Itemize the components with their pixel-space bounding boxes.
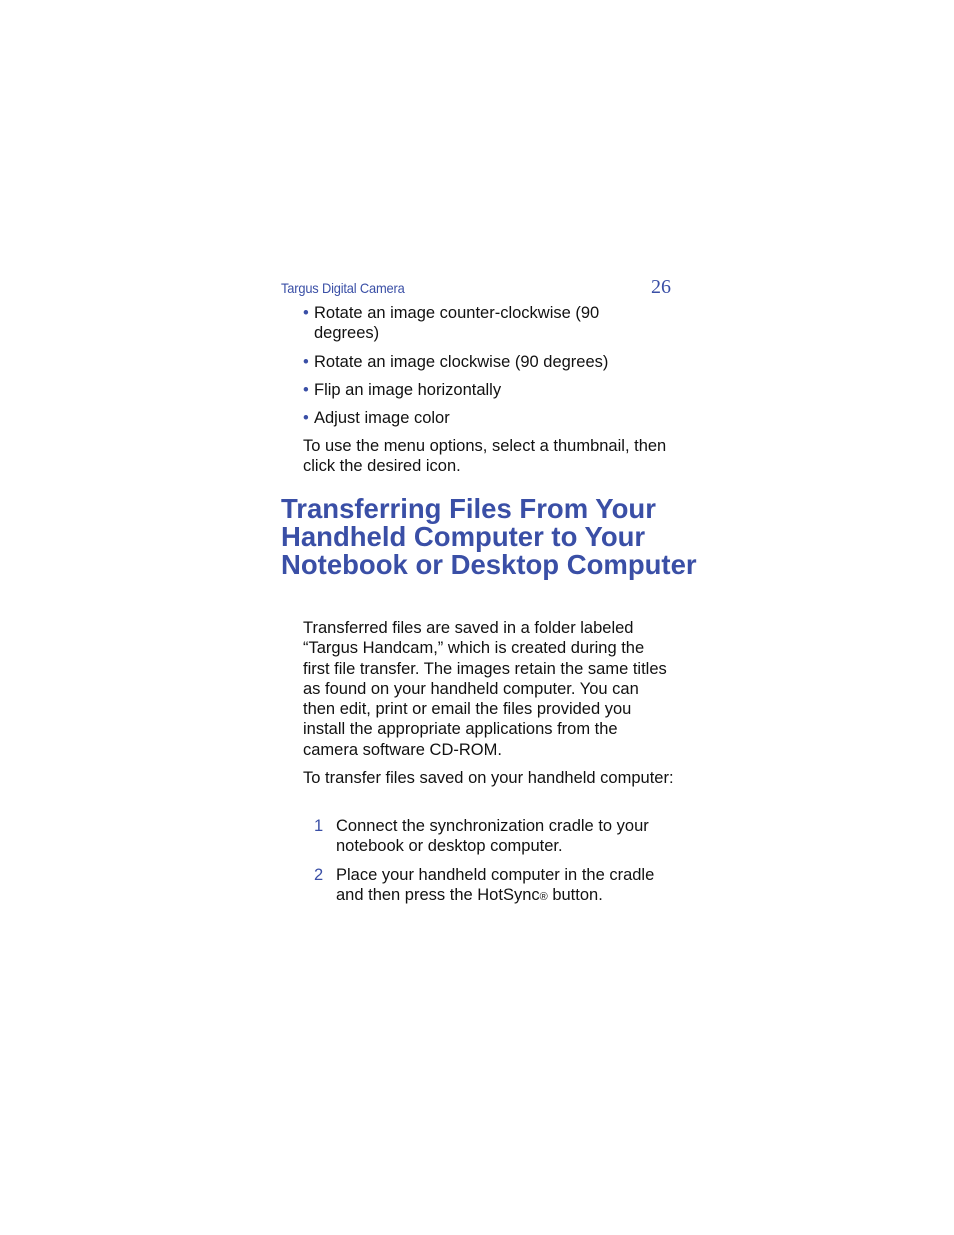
list-item xyxy=(303,408,663,428)
step-item xyxy=(303,865,675,908)
transferred-files-paragraph: Transferred files are saved in a folder labeled “Targus Handcam,” which is created during the first file transfer. The images retain the same titles as found on your handheld computer. You can then edit, print or email the files provided you install the appropriate applications from the camera software CD-ROM. xyxy=(303,619,667,759)
list-item-text: Rotate an image counter-clockwise (90 degrees) xyxy=(314,304,600,343)
bullet-icon: • xyxy=(303,380,309,399)
transfer-intro-paragraph: To transfer files saved on your handheld computer: xyxy=(303,769,674,787)
step-number: 2 xyxy=(314,865,324,884)
running-header-title: Targus Digital Camera xyxy=(281,280,405,296)
step-text xyxy=(336,866,654,904)
registered-mark: ® xyxy=(539,890,548,903)
step-text-after: button. xyxy=(547,885,603,904)
step-text-before: Place your handheld computer in the cradle and then press the HotSync xyxy=(336,865,655,904)
bullet-icon: • xyxy=(303,409,309,428)
bullet-icon: • xyxy=(303,304,309,322)
section-heading: Transferring Files From Your Handheld Computer to Your Notebook or Desktop Computer xyxy=(281,493,697,581)
steps-list xyxy=(303,816,675,915)
list-item xyxy=(303,352,663,372)
step-text: Connect the synchronization cradle to your notebook or desktop computer. xyxy=(336,817,649,856)
menu-options-paragraph: To use the menu options, select a thumbnail, then click the desired icon. xyxy=(303,437,667,476)
list-item-text: Rotate an image clockwise (90 degrees) xyxy=(314,352,609,371)
step-number: 1 xyxy=(314,817,324,835)
list-item-text: Flip an image horizontally xyxy=(314,380,502,399)
bullet-icon: • xyxy=(303,352,309,371)
bullet-list xyxy=(303,303,663,436)
list-item-text: Adjust image color xyxy=(314,409,450,428)
list-item xyxy=(303,380,663,400)
step-item xyxy=(303,816,675,857)
page-number: 26 xyxy=(651,276,671,298)
list-item xyxy=(303,303,663,344)
